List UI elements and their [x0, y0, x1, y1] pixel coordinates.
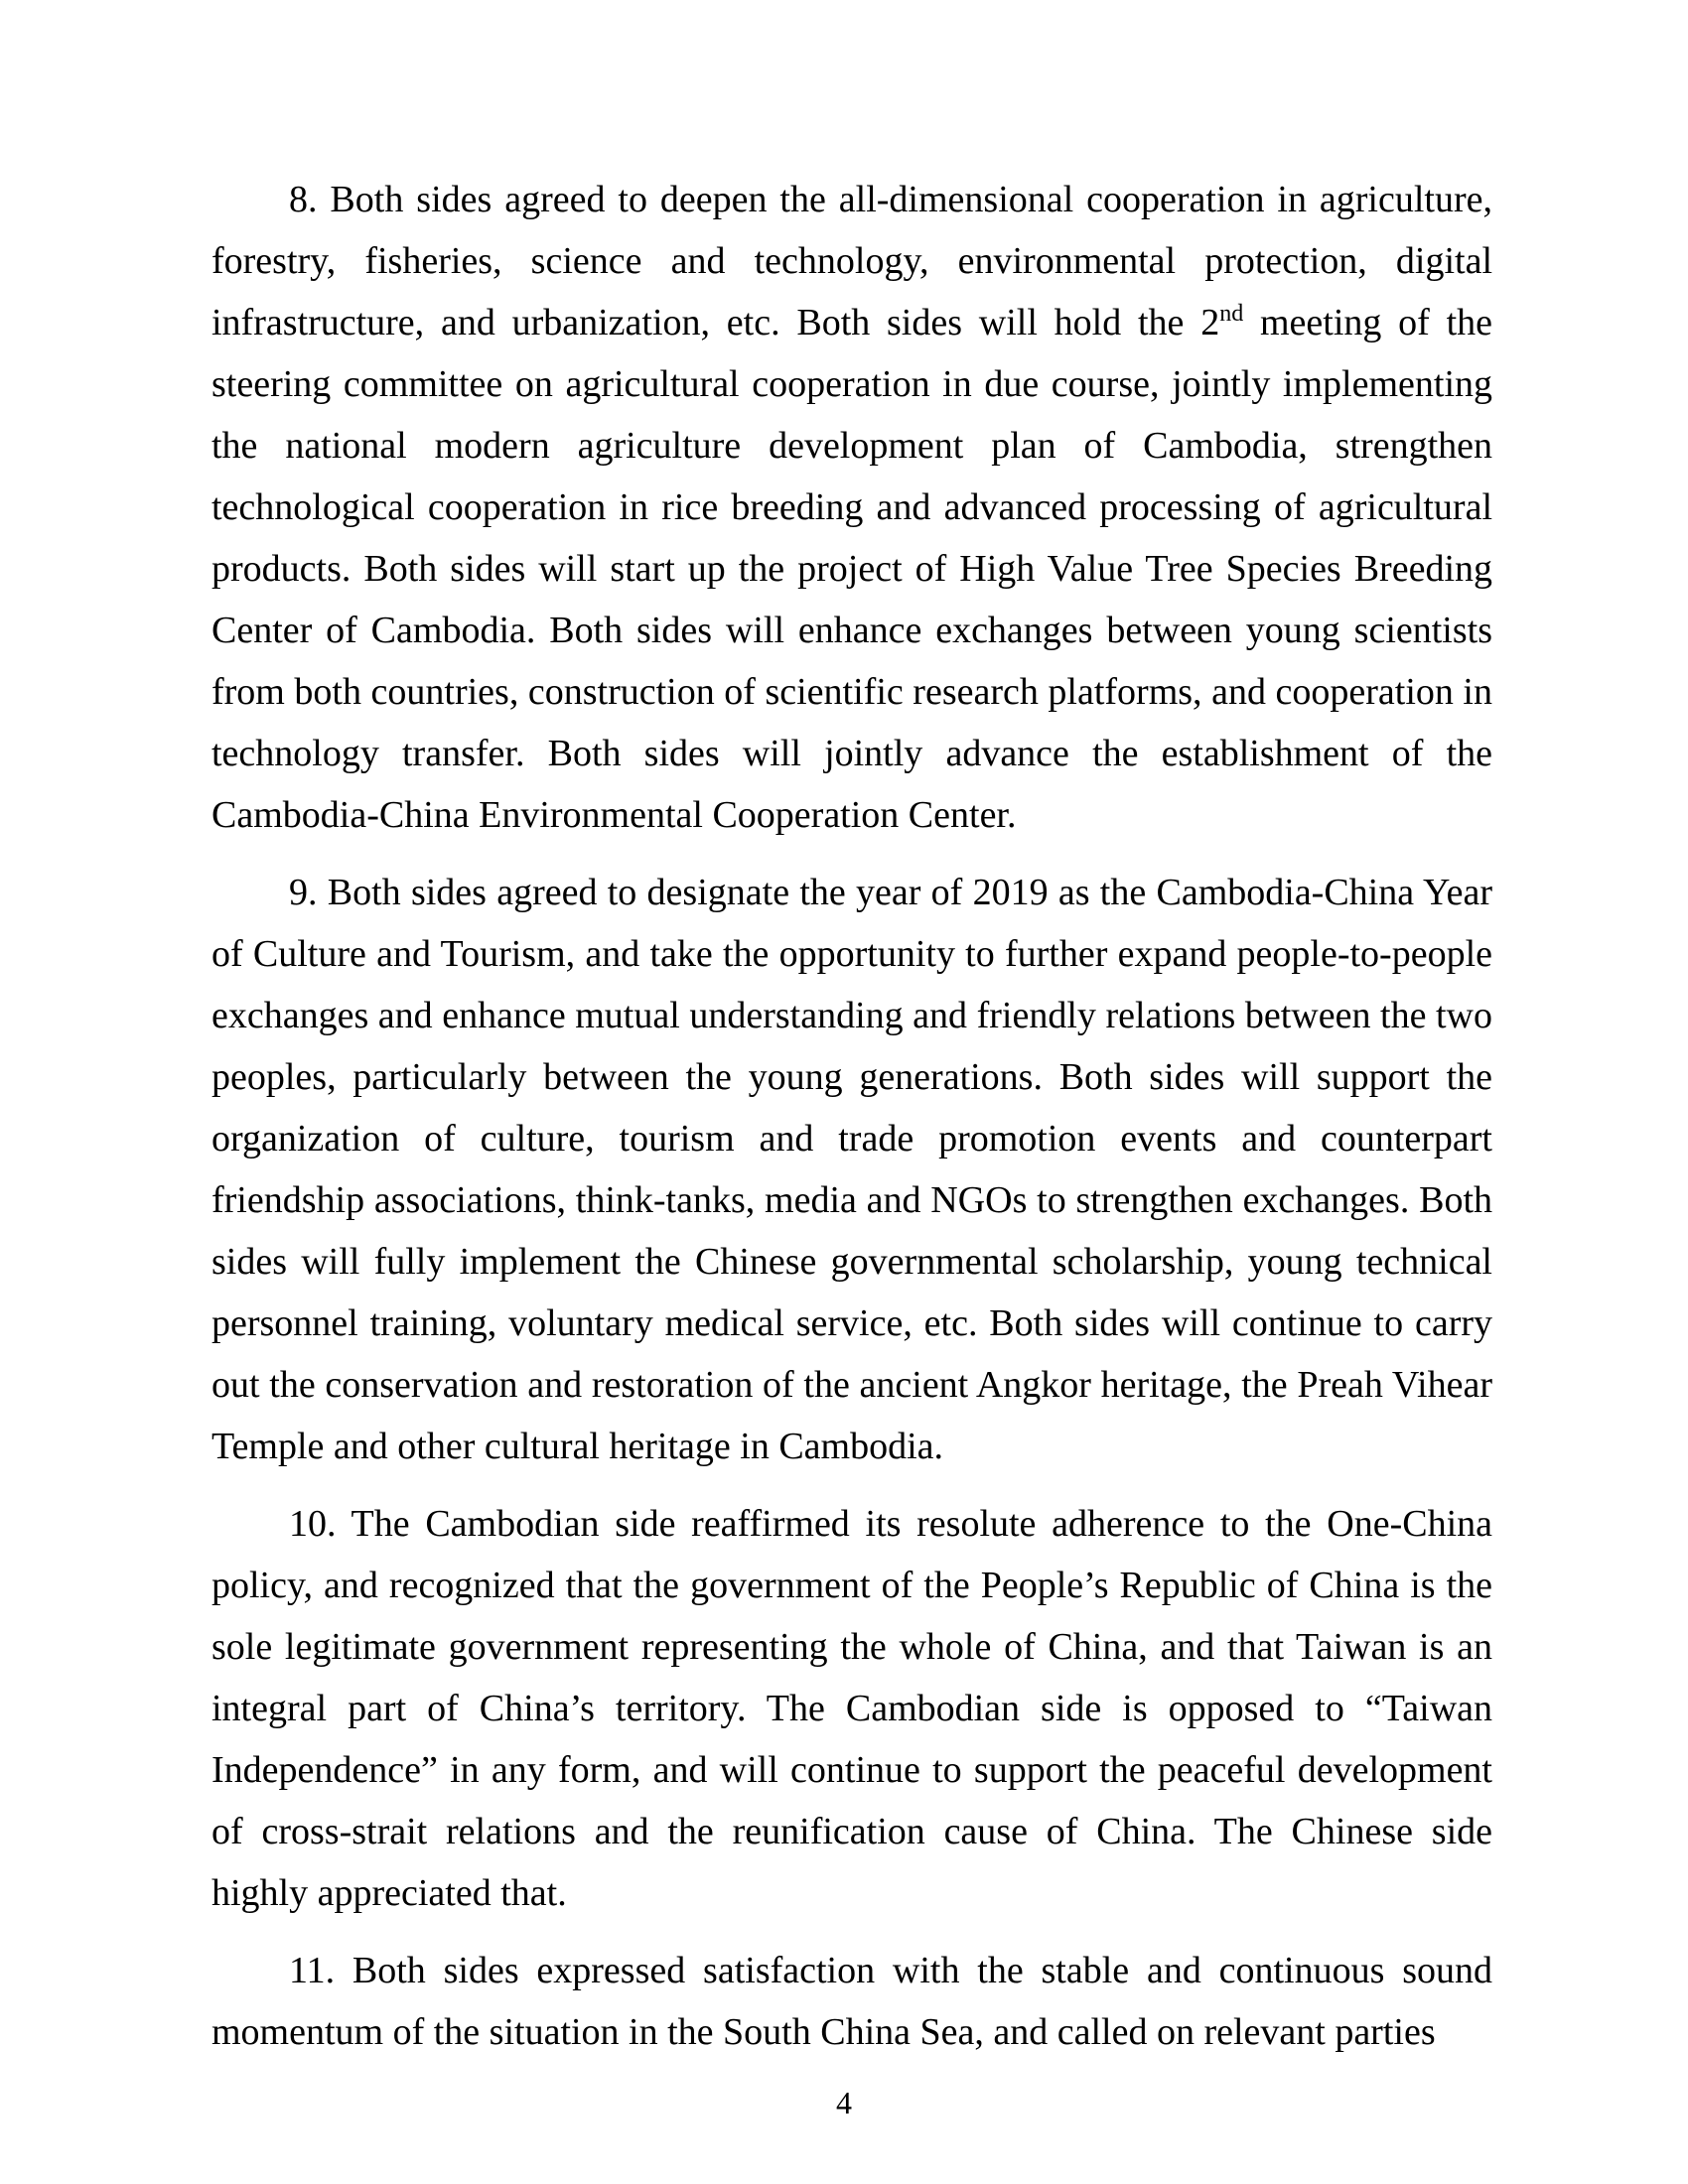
ordinal-superscript: nd — [1219, 301, 1244, 327]
paragraph-text: 8. Both sides agreed to deepen the all-dimensional cooperation in agriculture, forestry, fisheries, science and technology, environmental protection, digital infrastructure, and urbanization, etc. Both sides will hold the 2 — [211, 179, 1492, 343]
paragraph-text: 9. Both sides agreed to designate the year of 2019 as the Cambodia-China Year of Culture and Tourism, and take the opportunity to further expand people-to-people exchanges and enhance mutual understanding and friendly relations between the two peoples, particularly between the young generations. Both sides will support the organization of culture, tourism and trade promotion events and counterpart friendship associations, think-tanks, media and NGOs to strengthen exchanges. Both sides will fully implement the Chinese governmental scholarship, young technical personnel training, voluntary medical service, etc. Both sides will continue to carry out the conservation and restoration of the ancient Angkor heritage, the Preah Vihear Temple and other cultural heritage in Cambodia. — [211, 872, 1492, 1467]
paragraph-8 — [211, 169, 1492, 846]
paragraph-9 — [211, 862, 1492, 1477]
paragraph-11 — [211, 1940, 1492, 2063]
paragraph-text-continued: meeting of the steering committee on agricultural cooperation in due course, jointly implementing the national modern agriculture development plan of Cambodia, strengthen technological cooperation in rice breeding and advanced processing of agricultural products. Both sides will start up the project of High Value Tree Species Breeding Center of Cambodia. Both sides will enhance exchanges between young scientists from both countries, construction of scientific research platforms, and cooperation in technology transfer. Both sides will jointly advance the establishment of the Cambodia-China Environmental Cooperation Center. — [211, 302, 1492, 836]
document-body — [211, 169, 1492, 2079]
paragraph-text: 10. The Cambodian side reaffirmed its resolute adherence to the One-China policy, and recognized that the government of the People’s Republic of China is the sole legitimate government representing the whole of China, and that Taiwan is an integral part of China’s territory. The Cambodian side is opposed to “Taiwan Independence” in any form, and will continue to support the peaceful development of cross-strait relations and the reunification cause of China. The Chinese side highly appreciated that. — [211, 1503, 1492, 1914]
paragraph-text: 11. Both sides expressed satisfaction with the stable and continuous sound momentum of the situation in the South China Sea, and called on relevant parties — [211, 1950, 1492, 2053]
page-number: 4 — [836, 2085, 852, 2120]
paragraph-10 — [211, 1493, 1492, 1924]
